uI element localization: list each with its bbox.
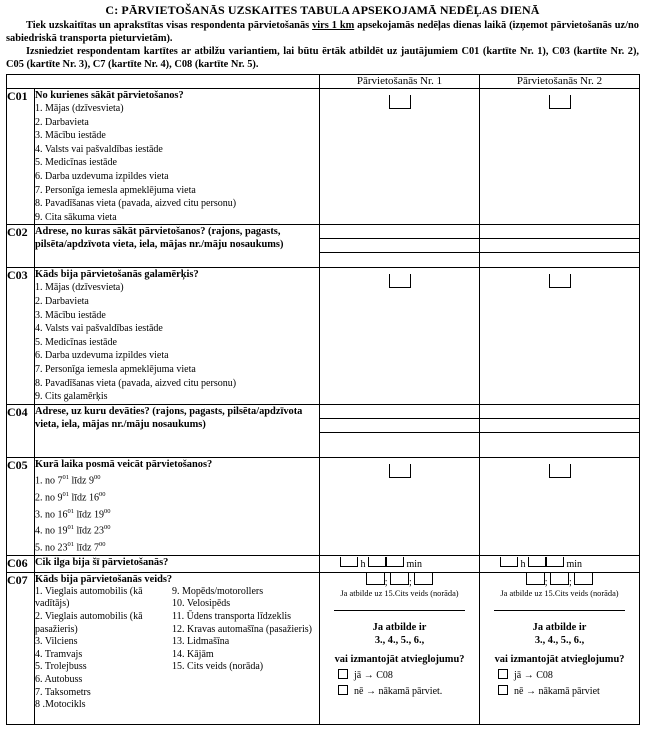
option-list	[35, 281, 319, 403]
question-text: Kāds bija pārvietošanās galamērķis?	[35, 269, 199, 281]
question-code: C01	[7, 89, 35, 225]
list-item: 5. Medicīnas iestāde	[35, 157, 117, 169]
list-item: 5. Medicīnas iestāde	[35, 336, 117, 348]
row-c05	[7, 457, 640, 556]
minutes-box[interactable]	[546, 557, 564, 567]
answer-c06-trip-2	[480, 556, 640, 573]
mode-box[interactable]	[550, 573, 569, 585]
instructions	[6, 19, 639, 71]
hours-label: h	[360, 559, 366, 571]
answer-c03-trip-1	[320, 268, 480, 404]
answer-c04-trip-1[interactable]	[320, 404, 480, 457]
question-c03	[35, 268, 320, 404]
answer-c02-trip-2[interactable]	[480, 225, 640, 268]
yes-checkbox[interactable]	[338, 669, 348, 679]
row-c04	[7, 404, 640, 457]
list-item: 4. Tramvajs	[35, 648, 83, 660]
no-option[interactable]: nē → nākamā pārviet	[480, 684, 639, 700]
option-column-left	[35, 586, 172, 712]
option-list	[35, 102, 319, 224]
row-c03	[7, 268, 640, 404]
address-line[interactable]	[320, 239, 479, 253]
list-item: 13. Lidmašīna	[172, 636, 230, 648]
list-item: 7. Personīga iemesla apmeklējuma vieta	[35, 363, 196, 375]
option-list	[35, 471, 319, 556]
list-item: 10. Velosipēds	[172, 598, 231, 610]
list-item: 15. Cits veids (norāda)	[172, 661, 264, 673]
minutes-label: min	[406, 559, 423, 571]
address-line[interactable]	[480, 433, 639, 455]
mode-box[interactable]	[414, 573, 433, 585]
question-c04	[35, 404, 320, 457]
list-item: 8. Pavadīšanas vieta (pavada, aizved citu personu)	[35, 377, 237, 389]
address-line[interactable]	[480, 253, 639, 266]
option-columns	[35, 586, 319, 712]
list-item: 11. Ūdens transporta līdzeklis	[172, 610, 292, 622]
hours-label: h	[520, 559, 526, 571]
mode-box[interactable]	[526, 573, 545, 585]
condition-line-2: 3., 4., 5., 6.,	[534, 634, 585, 646]
list-item: 8 .Motocikls	[35, 699, 86, 711]
row-c01	[7, 89, 640, 225]
yes-option[interactable]: jā → C08	[320, 668, 479, 684]
header-row	[7, 75, 640, 89]
mode-boxes: ; ;	[480, 573, 639, 590]
list-item: 4. Valsts vai pašvaldības iestāde	[35, 323, 163, 335]
minutes-label: min	[566, 559, 583, 571]
no-option[interactable]: nē → nākamā pārviet.	[320, 684, 479, 700]
question-text: Kurā laika posmā veicāt pārvietošanos?	[35, 458, 213, 470]
list-item: 3. no $16^{01}$ līdz $19^{00}$	[35, 507, 111, 520]
question-code: C06	[7, 556, 35, 573]
column-header-trip-2: Pārvietošanās Nr. 2	[480, 75, 640, 89]
question-code: C02	[7, 225, 35, 268]
mode-box[interactable]	[390, 573, 409, 585]
answer-c01-trip-2	[480, 89, 640, 225]
address-line[interactable]	[320, 419, 479, 433]
list-item: 1. Mājas (dzīvesvieta)	[35, 282, 124, 294]
list-item: 6. Darba uzdevuma izpildes vieta	[35, 350, 169, 362]
duration-field	[480, 556, 639, 572]
header-blank	[7, 75, 320, 89]
other-note: Ja atbilde uz 15.Cits veids (norāda)	[500, 589, 619, 599]
duration-field	[320, 556, 479, 572]
discount-question: vai izmantojāt atvieglojumu?	[494, 653, 625, 665]
address-line[interactable]	[320, 433, 479, 455]
mode-boxes: ; ;	[320, 573, 479, 590]
question-text: Adrese, uz kuru devāties? (rajons, pagasts, pilsēta/apdzīvota vieta, iela, mājas nr./māju nosaukums)	[35, 405, 303, 430]
list-item: 4. no $19^{01}$ līdz $23^{00}$	[35, 524, 111, 537]
other-write-line[interactable]	[334, 610, 465, 611]
answer-c03-trip-2	[480, 268, 640, 404]
address-line[interactable]	[480, 225, 639, 239]
condition-line-1: Ja atbilde ir	[372, 621, 427, 633]
trip-table	[6, 74, 640, 725]
page-title: C: PĀRVIETOŠANĀS UZSKAITES TABULA APSEKOJAMĀ NEDĒĻAS DIENĀ	[105, 3, 540, 17]
address-line[interactable]	[320, 405, 479, 419]
question-code: C04	[7, 404, 35, 457]
answer-c05-trip-2	[480, 457, 640, 556]
list-item: 4. Valsts vai pašvaldības iestāde	[35, 143, 163, 155]
answer-c01-trip-1	[320, 89, 480, 225]
question-c02	[35, 225, 320, 268]
list-item: 3. Vilciens	[35, 636, 78, 648]
minutes-box[interactable]	[528, 557, 546, 567]
answer-c06-trip-1	[320, 556, 480, 573]
list-item: 7. Taksometrs	[35, 686, 91, 698]
instruction-text-2: Izsniedziet respondentam kartītes ar atbilžu variantiem, lai būtu ērtāk atbildēt uz jautājumiem C01 (kartīte Nr. 1), C03 (kartīte Nr. 2), C05 (kartīte Nr. 3), C7 (kartīte Nr. 4), C08 (kartīte Nr. 5).	[6, 46, 639, 70]
list-item: 14. Kājām	[172, 648, 214, 660]
list-item: 2. no $9^{01}$ līdz $16^{00}$	[35, 490, 106, 503]
question-code: C07	[7, 572, 35, 724]
address-line[interactable]	[320, 253, 479, 266]
list-item: 6. Autobuss	[35, 673, 83, 685]
option-column-right	[172, 586, 319, 712]
list-item: 6. Darba uzdevuma izpildes vieta	[35, 170, 169, 182]
question-c05	[35, 457, 320, 556]
question-code: C03	[7, 268, 35, 404]
answer-box[interactable]	[389, 464, 411, 478]
list-item: 9. Mopēds/motorollers	[172, 585, 264, 597]
list-item: 5. Trolejbuss	[35, 661, 87, 673]
answer-c04-trip-2[interactable]	[480, 404, 640, 457]
row-c02	[7, 225, 640, 268]
distance-threshold: virs 1 km	[312, 20, 355, 31]
yes-option[interactable]: jā → C08	[480, 668, 639, 684]
list-item: 1. Vieglais automobilis (kā vadītājs)	[35, 585, 143, 610]
other-write-line[interactable]	[494, 610, 625, 611]
answer-c05-trip-1	[320, 457, 480, 556]
list-item: 9. Cita sākuma vieta	[35, 211, 117, 223]
condition-line-1: Ja atbilde ir	[532, 621, 587, 633]
instruction-paragraph-2	[6, 45, 639, 71]
question-text: Cik ilga bija šī pārvietošanās?	[35, 557, 169, 569]
list-item: 3. Mācību iestāde	[35, 309, 106, 321]
condition-line-2: 3., 4., 5., 6.,	[374, 634, 425, 646]
list-item: 1. Mājas (dzīvesvieta)	[35, 103, 124, 114]
question-code: C05	[7, 457, 35, 556]
answer-box[interactable]	[549, 274, 571, 288]
answer-box[interactable]	[389, 95, 411, 109]
yes-checkbox[interactable]	[498, 669, 508, 679]
minutes-box[interactable]	[386, 557, 404, 567]
instruction-paragraph-1	[6, 19, 639, 45]
answer-c07-trip-2	[480, 572, 640, 724]
mode-box[interactable]	[574, 573, 593, 585]
address-line[interactable]	[480, 405, 639, 419]
list-item: 1. no $7^{01}$ līdz $9^{00}$	[35, 473, 101, 487]
question-text: No kurienes sākāt pārvietošanos?	[35, 90, 184, 101]
row-c06	[7, 556, 640, 573]
other-note: Ja atbilde uz 15.Cits veids (norāda)	[340, 589, 459, 599]
question-c06	[35, 556, 320, 573]
list-item: 8. Pavadīšanas vieta (pavada, aizved citu personu)	[35, 198, 237, 210]
hours-box[interactable]	[500, 557, 518, 567]
address-line[interactable]	[480, 419, 639, 433]
answer-box[interactable]	[549, 464, 571, 478]
answer-c07-trip-1	[320, 572, 480, 724]
no-checkbox[interactable]	[338, 685, 348, 695]
column-header-trip-1: Pārvietošanās Nr. 1	[320, 75, 480, 89]
list-item: 2. Darbavieta	[35, 295, 89, 307]
instruction-text-cont: apsekojamās nedēļas dienas laikā (izņemot pārvietošanās uz/no sabiedriskā transporta pieturvietām).	[6, 20, 639, 44]
list-item: 3. Mācību iestāde	[35, 130, 106, 142]
answer-box[interactable]	[549, 95, 571, 109]
list-item: 7. Personīga iemesla apmeklējuma vieta	[35, 184, 196, 196]
address-line[interactable]	[480, 239, 639, 253]
row-c07	[7, 572, 640, 724]
address-line[interactable]	[320, 225, 479, 239]
discount-question: vai izmantojāt atvieglojumu?	[334, 653, 465, 665]
mode-box[interactable]	[366, 573, 385, 585]
hours-box[interactable]	[340, 557, 358, 567]
question-c07	[35, 572, 320, 724]
question-text: Kāds bija pārvietošanās veids?	[35, 573, 173, 585]
instruction-text: Tiek uzskaitītas un aprakstītas visas respondenta pārvietošanās	[26, 20, 313, 31]
question-c01	[35, 89, 320, 225]
question-text: Adrese, no kuras sākāt pārvietošanos? (rajons, pagasts, pilsēta/apdzīvota vieta, iela, mājas nr./māju nosaukums)	[35, 226, 284, 251]
list-item: 9. Cits galamērķis	[35, 391, 108, 403]
list-item: 12. Kravas automašīna (pasažieris)	[172, 623, 312, 635]
answer-c02-trip-1[interactable]	[320, 225, 480, 268]
minutes-box[interactable]	[368, 557, 386, 567]
list-item: 2. Darbavieta	[35, 116, 89, 128]
list-item: 2. Vieglais automobilis (kā pasažieris)	[35, 610, 143, 635]
answer-box[interactable]	[389, 274, 411, 288]
list-item: 5. no $23^{01}$ līdz $7^{00}$	[35, 541, 106, 554]
no-checkbox[interactable]	[498, 685, 508, 695]
